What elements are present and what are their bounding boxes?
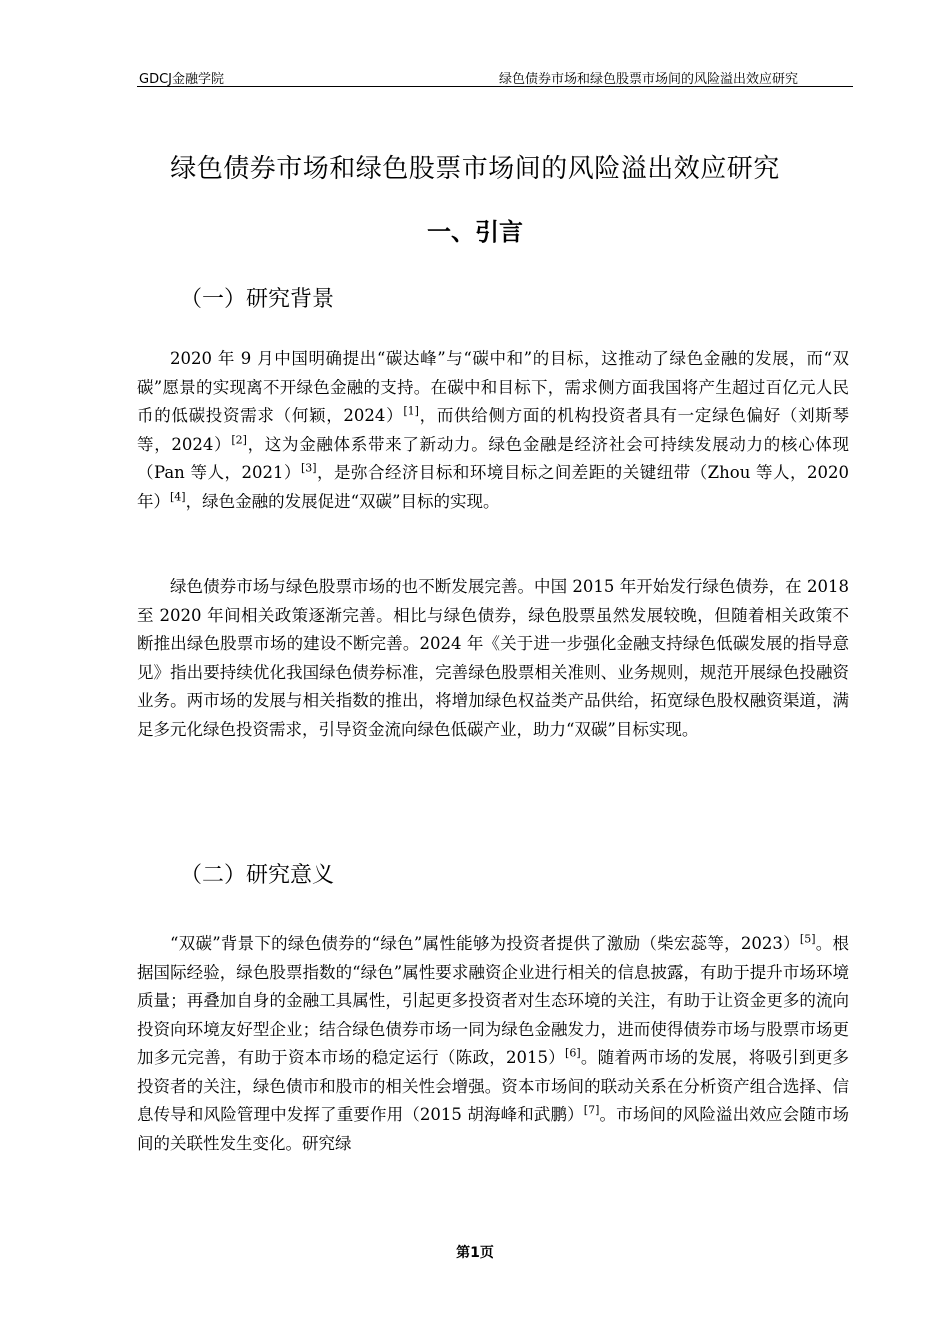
paragraph — [137, 573, 849, 744]
paragraph-text: 。市场间的风险溢出效应会随市场间的关联性发生变化。研究绿 — [137, 1105, 849, 1153]
paper-title: 绿色债券市场和绿色股票市场间的风险溢出效应研究 — [170, 154, 780, 184]
paragraph-text: 。随着两市场的发展，将吸引到更多投资者的关注，绿色债市和股市的相关性会增强。资本市场间的联动关系在分析资产组合选择、信息传导和风险管理中发挥了重要作用（2015 胡海峰和武鹏） — [137, 1048, 850, 1124]
header-institution: GDCJ金融学院 — [139, 72, 224, 87]
paragraph-text: ，是弥合经济目标和环境目标之间差距的关键纽带（Zhou 等人，2020 年） — [137, 463, 849, 511]
header-running-title: 绿色债券市场和绿色股票市场间的风险溢出效应研究 — [498, 72, 798, 87]
paragraph — [137, 930, 849, 1158]
section-heading-background: （一）研究背景 — [180, 287, 335, 312]
paragraph-text: 2020 年 9 月中国明确提出“碳达峰”与“碳中和”的目标，这推动了绿色金融的发展，而“双碳”愿景的实现离不开绿色金融的支持。在碳中和目标下，需求侧方面我国将产生超过百亿元人民币的低碳投资需求（何颖，2024） — [137, 349, 849, 425]
paragraph — [137, 345, 849, 516]
citation-ref: [2] — [231, 433, 247, 446]
paragraph-text: 绿色债券市场与绿色股票市场的也不断发展完善。中国 2015 年开始发行绿色债券，在 2018 至 2020 年间相关政策逐渐完善。相比与绿色债券，绿色股票虽然发展较晚，但随着相关政策不断推出绿色股票市场的建设不断完善。2024 年《关于进一步强化金融支持绿色低碳发展的指导意见》指出要持续优化我国绿色债券标准，完善绿色股票相关准则、业务规则，规范开展绿色投融资业务。两市场的发展与相关指数的推出，将增加绿色权益类产品供给，拓宽绿色股权融资渠道，满足多元化绿色投资需求，引导资金流向绿色低碳产业，助力“双碳”目标实现。 — [137, 577, 849, 739]
citation-ref: [5] — [799, 932, 816, 946]
paragraph-text: ，绿色金融的发展促进“双碳”目标的实现。 — [185, 491, 500, 511]
page-header — [137, 66, 853, 87]
paragraph-text: ，而供给侧方面的机构投资者具有一定绿色偏好（刘斯琴等，2024） — [137, 406, 850, 454]
citation-ref: [1] — [403, 404, 419, 418]
citation-ref: [4] — [170, 490, 186, 503]
page-number: 第1页 — [456, 1245, 494, 1261]
paragraph-text: “双碳”背景下的绿色债券的“绿色”属性能够为投资者提供了激励（柴宏蕊等，2023） — [170, 934, 800, 953]
citation-ref: [6] — [565, 1046, 581, 1060]
citation-ref: [3] — [300, 461, 317, 475]
paragraph-text: 。根据国际经验，绿色股票指数的“绿色”属性要求融资企业进行相关的信息披露，有助于提升市场环境质量；再叠加自身的金融工具属性，引起更多投资者对生态环境的关注，有助于让资金更多的流向投资向环境友好型企业；结合绿色债券市场一同为绿色金融发力，进而使得债券市场与股票市场更加多元完善，有助于资本市场的稳定运行（陈政，2015） — [137, 934, 850, 1067]
paragraph-text: ，这为金融体系带来了新动力。绿色金融是经济社会可持续发展动力的核心体现（Pan 等人，2021） — [137, 434, 850, 482]
citation-ref: [7] — [583, 1103, 600, 1117]
section-heading-significance: （二）研究意义 — [180, 863, 335, 888]
chapter-heading: 一、引言 — [427, 218, 523, 246]
